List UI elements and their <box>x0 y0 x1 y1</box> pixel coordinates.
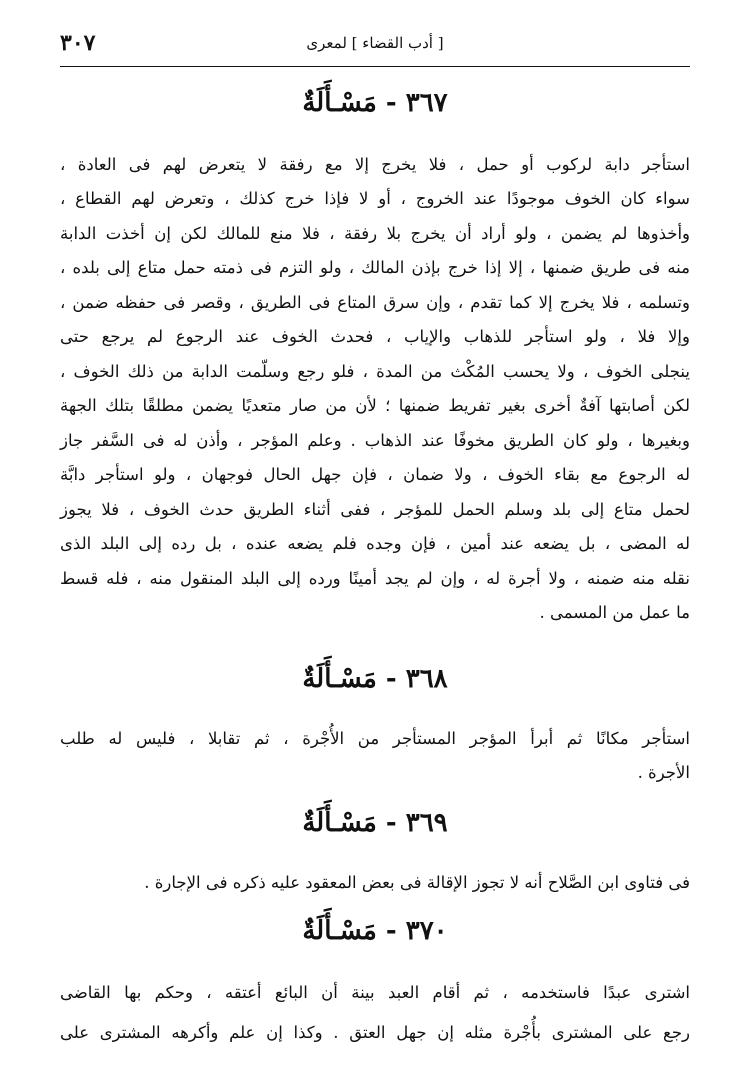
text-line: اشترى عبدًا فاستخدمه ، ثم أقام العبد بينة أن البائع أعتقه ، وحكم بها القاضى <box>60 983 690 1002</box>
text-line: استأجر دابة لركوب أو حمل ، فلا يخرج إلا مع رفقة لا يتعرض لهم فى العادة ، <box>60 155 690 174</box>
text-line: وبغيرها ، ولو كان الطريق مخوفًا عند الذهاب . وعلم المؤجر ، وأذن له فى السَّفر جاز <box>60 431 690 450</box>
header-rule <box>60 66 690 67</box>
text-line: استأجر مكانًا ثم أبرأ المؤجر المستأجر من الأُجْرة ، ثم تقابلا ، فليس له طلب <box>60 729 690 748</box>
text-line: فى فتاوى ابن الصَّلاح أنه لا تجوز الإقالة فى بعض المعقود عليه ذكره فى الإجارة . <box>144 873 690 892</box>
text-line: وتسلمه ، فلا يخرج إلا كما تقدم ، وإن سرق المتاع فى الطريق ، وقصر فى حفظه ضمن ، <box>60 293 690 312</box>
text-line: وأخذوها لم يضمن ، ولو أراد أن يخرج بلا رفقة ، فلا منع للمالك لكن إن أخذت الدابة <box>60 224 690 243</box>
text-line: وإلا فلا ، ولو استأجر للذهاب والإياب ، فحدث الخوف عند الرجوع لم يرجع حتى <box>60 327 690 346</box>
text-line: منه فى طريق ضمنها ، إلا إذا خرج بإذن المالك ، ولو التزم فى ذمته حمل متاع إلى بلده ، <box>60 258 690 277</box>
section-heading-368: ٣٦٨ - مَسْـأَلَةٌ <box>302 664 448 694</box>
page-number: ٣٠٧ <box>60 30 96 56</box>
text-line: الأجرة . <box>637 763 690 782</box>
section-heading-367: ٣٦٧ - مَسْـأَلَةٌ <box>302 88 448 118</box>
text-line: ينجلى الخوف ، ولا يحسب المُكْث من المدة ، فلو رجع وسلّمت الدابة من ذلك الخوف ، <box>60 362 690 381</box>
text-line: نقله منه ضمنه ، ولا أجرة له ، وإن لم يجد أمينًا ورده إلى البلد المنقول منه ، فله قسط <box>60 569 690 588</box>
text-line: رجع على المشترى بأُجْرة مثله إن جهل العتق . وكذا إن علم وأكرهه المشترى على <box>60 1023 690 1042</box>
text-line: له الرجوع مع بقاء الخوف ، ولا ضمان ، فإن جهل الحال فوجهان ، ولو استأجر دابَّة <box>60 465 690 484</box>
text-line: لكن أصابتها آفةٌ أخرى بغير تفريط ضمنها ؛ لأن من صار متعديًا يضمن مطلقًا بتلك الجهة <box>60 396 690 415</box>
text-line: سواء كان الخوف موجودًا عند الخروج ، أو لا فإذا خرج كذلك ، وتعرض لهم القطاع ، <box>60 189 690 208</box>
running-head <box>60 30 690 60</box>
text-line: له المضى ، بل يضعه عند أمين ، فإن وجده فلم يضعه عنده ، بل رده إلى البلد الذى <box>60 534 690 553</box>
text-line: ما عمل من المسمى . <box>539 603 690 622</box>
text-line: لحمل متاع إلى بلد وسلم الحمل للمؤجر ، ففى أثناء الطريق حدث الخوف ، فلا يجوز <box>60 500 690 519</box>
section-heading-370: ٣٧٠ - مَسْـأَلَةٌ <box>302 916 448 946</box>
header-title: [ أدب القضاء ] لمعرى <box>306 34 444 52</box>
section-heading-369: ٣٦٩ - مَسْـأَلَةٌ <box>302 808 448 838</box>
